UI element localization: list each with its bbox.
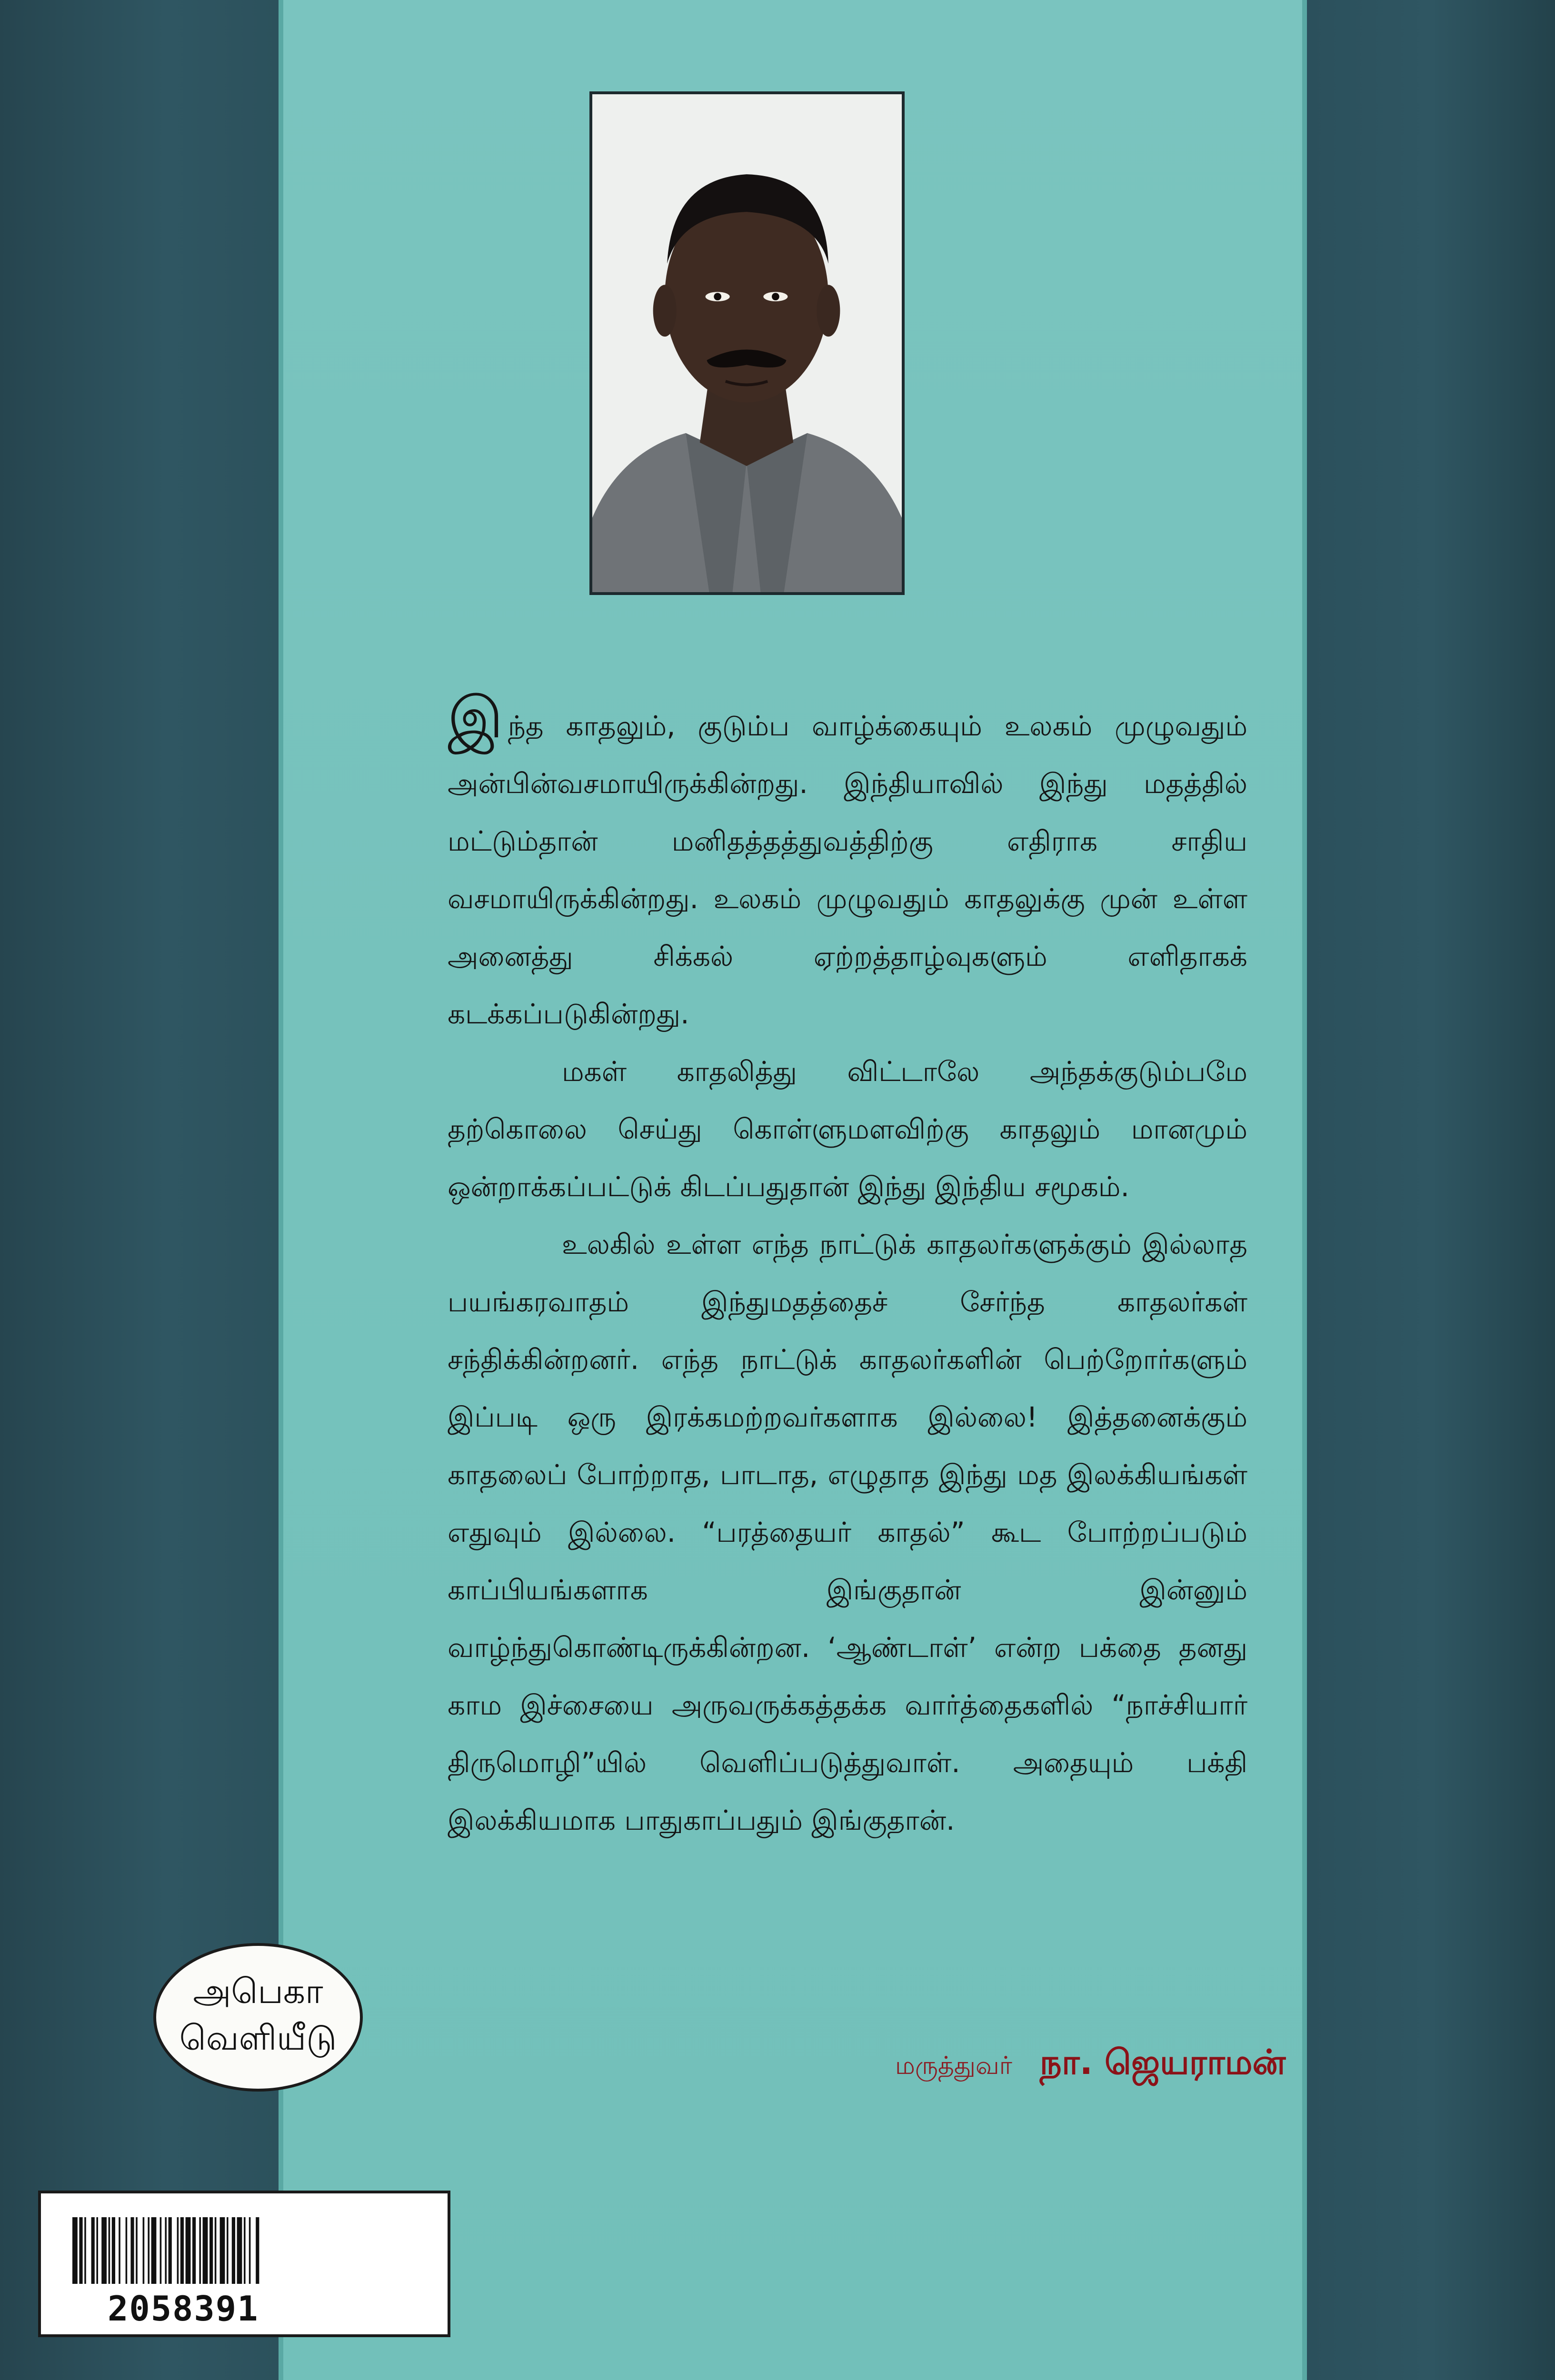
barcode-bar: [192, 2217, 196, 2284]
barcode-bar: [79, 2217, 82, 2284]
author-portrait-icon: [592, 94, 902, 592]
barcode-bar: [91, 2217, 95, 2284]
publisher-badge: [153, 1943, 363, 2092]
barcode-bar: [244, 2217, 246, 2284]
barcode-bar: [256, 2217, 259, 2284]
barcode-bar: [96, 2217, 98, 2284]
barcode-bar: [186, 2217, 191, 2284]
barcode-bar: [84, 2217, 86, 2284]
barcode-bar: [130, 2217, 134, 2284]
paragraph-1-text: ந்த காதலும், குடும்ப வாழ்க்கையும் உலகம் முழுவதும் அன்பின்வசமாயிருக்கின்றது. இந்தியாவில் இந்து மதத்தில் மட்டும்தான் மனிதத்தத்துவத்திற்கு எதிராக சாதிய வசமாயிருக்கின்றது. உலகம் முழுவதும் காதலுக்கு முன் உள்ள அனைத்து சிக்கல் ஏற்றத்தாழ்வுகளும் எளிதாகக் கடக்கப்படுகின்றது.: [448, 710, 1247, 1030]
barcode-bar: [101, 2217, 107, 2284]
barcode-sticker: [38, 2191, 450, 2337]
barcode-bar: [249, 2217, 251, 2284]
barcode-bar: [136, 2217, 138, 2284]
barcode-bar: [151, 2217, 157, 2284]
publisher-name: அபெகா: [193, 1971, 323, 2011]
barcode-bar: [203, 2217, 208, 2284]
barcode-bar: [215, 2217, 217, 2284]
barcode-bar: [160, 2217, 162, 2284]
author-name: நா. ஜெயராமன்: [1039, 2042, 1286, 2082]
back-cover-blurb: [448, 685, 1247, 1849]
paragraph-3: உலகில் உள்ள எந்த நாட்டுக் காதலர்களுக்கும் இல்லாத பயங்கரவாதம் இந்துமதத்தைச் சேர்ந்த காதலர்கள் சந்திக்கின்றனர். எந்த நாட்டுக் காதலர்களின் பெற்றோர்களும் இப்படி ஒரு இரக்கமற்றவர்களாக இல்லை! இத்தனைக்கும் காதலைப் போற்றாத, பாடாத, எழுதாத இந்து மத இலக்கியங்கள் எதுவும் இல்லை. “பரத்தையர் காதல்” கூட போற்றப்படும் காப்பியங்களாக இங்குதான் இன்னும் வாழ்ந்துகொண்டிருக்கின்றன. ‘ஆண்டாள்’ என்ற பக்தை தனது காம இச்சையை அருவருக்கத்தக்க வார்த்தைகளில் “நாச்சியார் திருமொழி”யில் வெளிப்படுத்துவாள். அதையும் பக்தி இலக்கியமாக பாதுகாப்பதும் இங்குதான்.: [448, 1228, 1247, 1836]
barcode-bar: [72, 2217, 78, 2284]
barcode-bar: [237, 2217, 242, 2284]
panel-edge-right: [1302, 0, 1307, 2380]
barcode-number: 2058391: [108, 2289, 259, 2329]
paragraph-2: மகள் காதலித்து விட்டாலே அந்தக்குடும்பமே தற்கொலை செய்து கொள்ளுமளவிற்கு காதலும் மானமும் ஒன்றாக்கப்பட்டுக் கிடப்பதுதான் இந்து இந்திய சமூகம்.: [448, 1055, 1247, 1203]
barcode-bar: [209, 2217, 213, 2284]
barcode-bar: [227, 2217, 229, 2284]
publisher-label: வெளியீடு: [179, 2018, 337, 2058]
barcode-bar: [169, 2217, 172, 2284]
barcode-bar: [148, 2217, 150, 2284]
barcode-bar: [180, 2217, 184, 2284]
barcode-bar: [109, 2217, 110, 2284]
author-signature: [895, 2042, 1286, 2087]
author-photo: [589, 91, 905, 595]
barcode-bar: [232, 2217, 235, 2284]
barcode-bar: [119, 2217, 120, 2284]
barcode-bar: [165, 2217, 167, 2284]
barcode-bar: [126, 2217, 128, 2284]
barcode-bar: [112, 2217, 115, 2284]
drop-cap: இ: [448, 685, 503, 751]
barcode-bar: [199, 2217, 201, 2284]
right-band: [1307, 0, 1555, 2380]
barcode-bar: [177, 2217, 179, 2284]
barcode-bar: [143, 2217, 145, 2284]
author-role: மருத்துவர்: [895, 2052, 1012, 2080]
barcode-bar: [220, 2217, 225, 2284]
barcode-icon: [72, 2217, 420, 2284]
paragraph-1: [448, 685, 1247, 1043]
